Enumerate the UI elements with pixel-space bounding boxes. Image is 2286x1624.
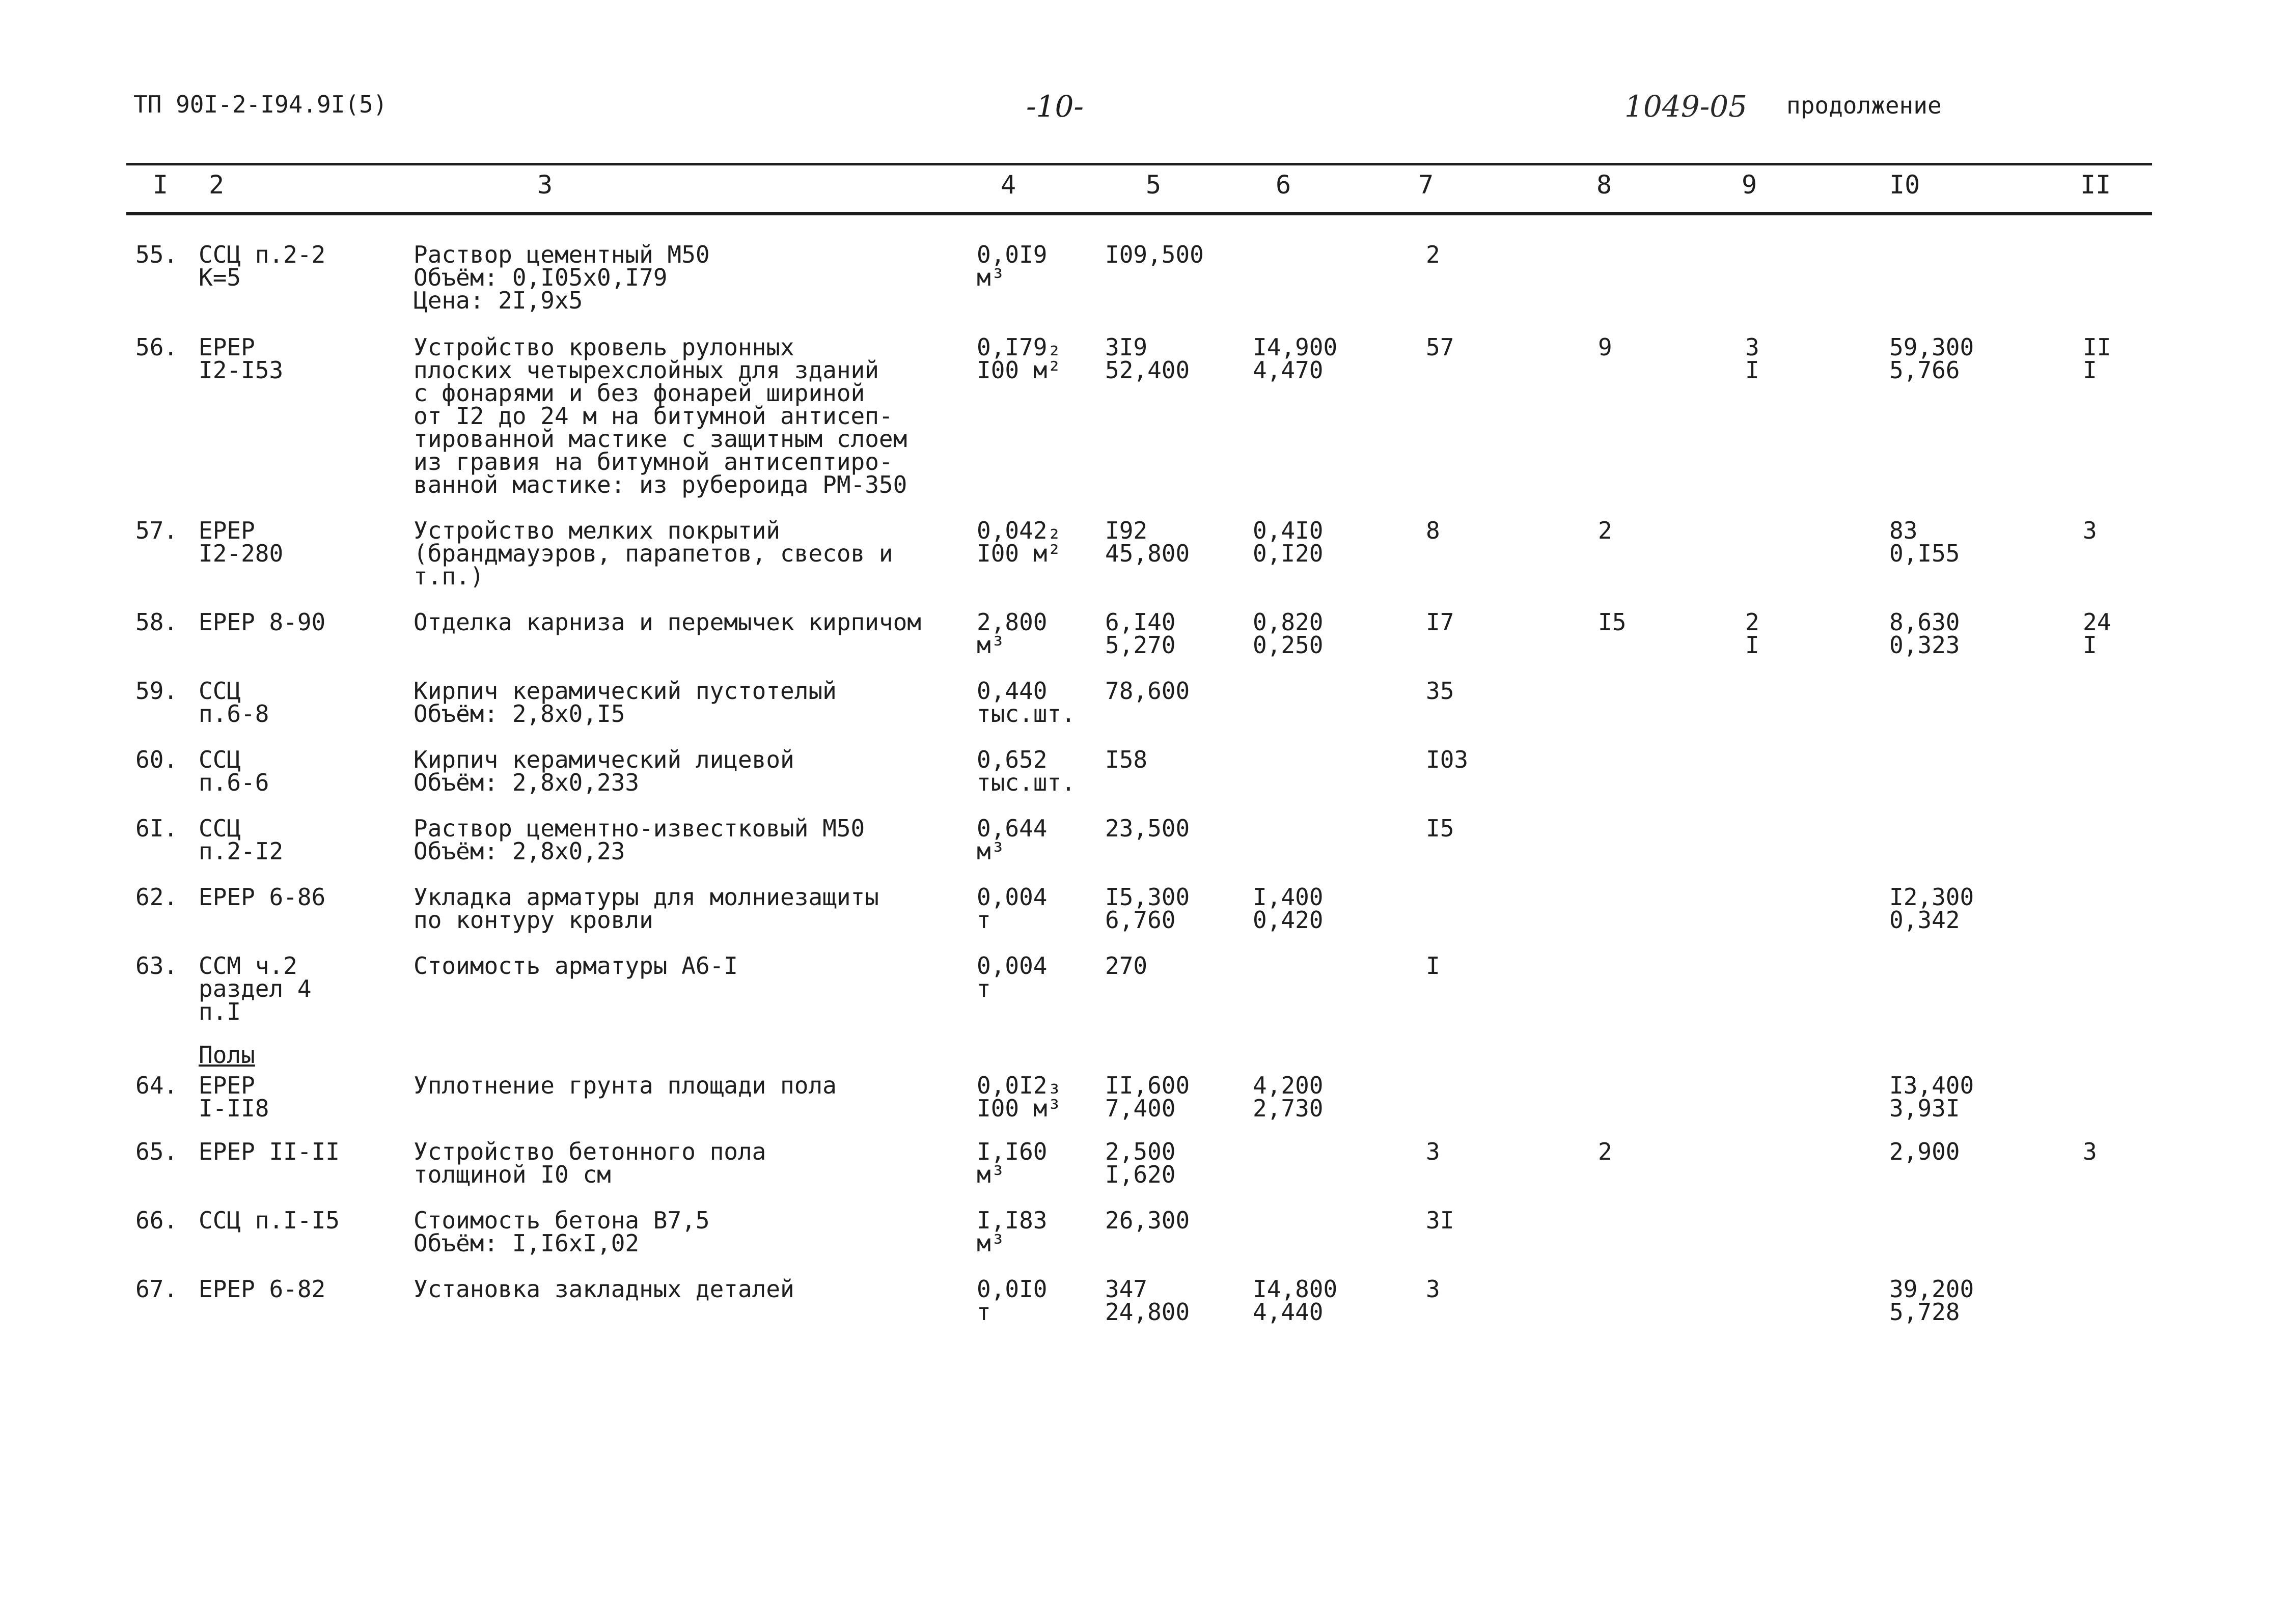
row-col7-value-line: 57 [1426, 333, 1454, 361]
row-description-line: т.п.) [414, 563, 484, 590]
row-number-line: 62. [135, 883, 178, 911]
row-col5-value [1105, 677, 1190, 705]
row-col10-value-line: 5,728 [1889, 1298, 1960, 1326]
row-norm-code-line: I2-280 [199, 540, 284, 567]
row-norm-code-line: раздел 4 [199, 975, 312, 1002]
row-col7-value [1426, 817, 1454, 840]
row-norm-code-line: ЕРЕР 8-90 [199, 608, 326, 636]
row-quantity-unit-line: 0,0I0 [977, 1275, 1048, 1303]
row-col7-value [1426, 1140, 1440, 1163]
row-description-line: Стоимость арматуры А6-I [414, 952, 738, 979]
row-col5-value-line: 6,760 [1105, 906, 1176, 934]
row-col7-value-line: 3 [1426, 1275, 1440, 1303]
row-number-line: 60. [135, 746, 178, 773]
row-col7-value [1426, 243, 1440, 266]
row-description [414, 952, 738, 979]
row-description-line: из гравия на битумной антисептиро- [414, 448, 893, 475]
row-description-line: Кирпич керамический пустотелый [414, 677, 837, 705]
row-number-line: 65. [135, 1138, 178, 1165]
row-description-line: Объём: 2,8х0,I5 [414, 700, 625, 727]
row-quantity-unit [977, 333, 1062, 384]
row-description-line: Объём: 2,8х0,23 [414, 837, 625, 865]
section-heading: Полы [199, 1041, 255, 1069]
row-norm-code-line: ССЦ [199, 677, 241, 705]
row-description-line: Устройство кровель рулонных [414, 333, 794, 361]
row-description-line: Цена: 2I,9х5 [414, 287, 583, 314]
row-col6-value-line: I4,800 [1253, 1275, 1338, 1303]
row-col7-value-line: I [1426, 952, 1440, 979]
row-quantity-unit-line: т [977, 1298, 991, 1326]
row-col10-value-line: 59,300 [1889, 333, 1974, 361]
row-quantity-unit-line: м³ [977, 1229, 1005, 1257]
column-header-11: II [2080, 170, 2111, 200]
row-quantity-unit-line: 0,0I2₃ [977, 1072, 1062, 1099]
row-col6-value [1253, 883, 1324, 934]
row-col11-value-line: 3 [2083, 517, 2097, 544]
row-norm-code [199, 333, 284, 384]
row-col10-value [1889, 1140, 1960, 1163]
row-col10-value [1889, 519, 1960, 565]
row-quantity-unit-line: I,I60 [977, 1138, 1048, 1165]
row-col6-value-line: 0,820 [1253, 608, 1324, 636]
row-col6-value [1253, 1074, 1323, 1120]
row-quantity-unit [977, 519, 1061, 565]
column-header-6: 6 [1276, 170, 1291, 200]
row-col5-value-line: 3I9 [1105, 333, 1148, 361]
row-norm-code-line: ЕРЕР II-II [199, 1138, 340, 1165]
row-col5-value-line: 2,500 [1105, 1138, 1176, 1165]
row-description-line: Объём: 0,I05х0,I79 [414, 264, 668, 291]
column-header-4: 4 [1001, 170, 1016, 200]
row-norm-code-line: ССЦ [199, 746, 241, 773]
row-norm-code-line: ССЦ [199, 815, 241, 842]
row-col5-value-line: I09,500 [1105, 241, 1204, 268]
row-col10-value-line: 83 [1889, 517, 1918, 544]
row-quantity-unit-line: м³ [977, 1161, 1005, 1188]
row-col8-value-line: 9 [1598, 333, 1612, 361]
row-norm-code-line: I2-I53 [199, 356, 284, 384]
row-col6-value-line: I,400 [1253, 883, 1324, 911]
row-col5-value-line: 78,600 [1105, 677, 1190, 705]
row-quantity-unit-line: I,I83 [977, 1207, 1048, 1234]
row-col5-value-line: 6,I40 [1105, 608, 1176, 636]
row-col7-value-line: 35 [1426, 677, 1454, 705]
row-number [135, 952, 178, 979]
row-norm-code-line: ЕРЕР [199, 517, 255, 544]
row-description-line: Устройство мелких покрытий [414, 517, 781, 544]
row-number [135, 1140, 178, 1163]
header-bottom-rule [126, 212, 2152, 215]
row-col9-value-line: I [1745, 356, 1759, 384]
row-description [414, 1275, 794, 1303]
row-description-line: Укладка арматуры для молниезащиты [414, 883, 879, 911]
row-col5-value [1105, 608, 1176, 659]
row-col5-value [1105, 519, 1190, 565]
row-col11-value-line: 3 [2083, 1138, 2097, 1165]
row-number [135, 748, 178, 771]
row-quantity-unit-line: I00 м² [977, 356, 1062, 384]
row-col5-value-line: I92 [1105, 517, 1148, 544]
row-col7-value-line: 8 [1426, 517, 1440, 544]
row-norm-code-line: ЕРЕР [199, 1072, 255, 1099]
row-description [414, 677, 837, 727]
row-col6-value [1253, 333, 1338, 384]
row-quantity-unit-line: 0,652 [977, 746, 1048, 773]
row-col8-value [1598, 333, 1612, 361]
row-norm-code-line: ССМ ч.2 [199, 952, 297, 979]
row-quantity-unit-line: 0,042₂ [977, 517, 1062, 544]
row-col10-value-line: 3,93I [1889, 1095, 1960, 1122]
row-description-line: ванной мастике: из рубероида РМ-350 [414, 471, 907, 498]
row-quantity-unit-line: 0,440 [977, 677, 1048, 705]
row-quantity-unit-line: I00 м³ [977, 1095, 1062, 1122]
row-col8-value [1598, 608, 1627, 636]
row-col5-value [1105, 1275, 1190, 1326]
row-col6-value-line: 0,4I0 [1253, 517, 1324, 544]
row-col5-value-line: 26,300 [1105, 1207, 1190, 1234]
row-quantity-unit-line: м³ [977, 264, 1005, 291]
row-description-line: Кирпич керамический лицевой [414, 746, 794, 773]
row-col6-value-line: 4,200 [1253, 1072, 1324, 1099]
row-col10-value-line: 0,342 [1889, 906, 1960, 934]
row-norm-code-line: п.I [199, 998, 241, 1025]
row-col11-value [2083, 519, 2097, 542]
row-col5-value-line: I58 [1105, 746, 1148, 773]
row-norm-code-line: ЕРЕР 6-86 [199, 883, 326, 911]
row-number [135, 608, 178, 636]
row-quantity-unit-line: 0,I79₂ [977, 333, 1062, 361]
row-norm-code-line: I-II8 [199, 1095, 269, 1122]
row-col7-value-line: I5 [1426, 815, 1454, 842]
row-norm-code [199, 1140, 340, 1163]
row-norm-code [199, 243, 325, 289]
row-col10-value-line: 0,I55 [1889, 540, 1960, 567]
row-quantity-unit-line: м³ [977, 631, 1005, 659]
row-col5-value-line: I5,300 [1105, 883, 1190, 911]
row-quantity-unit-line: 0,004 [977, 952, 1048, 979]
row-norm-code [199, 1209, 340, 1232]
row-description-line: Раствор цементно-известковый М50 [414, 815, 865, 842]
header-top-rule [126, 163, 2152, 165]
row-description [414, 519, 893, 588]
row-description [414, 243, 710, 312]
row-col11-value-line: I [2083, 356, 2097, 384]
row-col10-value [1889, 883, 1974, 934]
row-col5-value [1105, 817, 1190, 840]
row-quantity-unit [977, 1209, 1047, 1255]
row-col10-value-line: 8,630 [1889, 608, 1960, 636]
row-norm-code-line: ЕРЕР [199, 333, 255, 361]
row-col5-value-line: 7,400 [1105, 1095, 1176, 1122]
column-header-10: I0 [1889, 170, 1920, 200]
row-number-line: 58. [135, 608, 178, 636]
row-description-line: Объём: 2,8х0,233 [414, 769, 640, 796]
row-col8-value-line: 2 [1598, 517, 1612, 544]
row-description-line: тированной мастике с защитным слоем [414, 425, 907, 453]
row-col10-value-line: 0,323 [1889, 631, 1960, 659]
row-col5-value [1105, 952, 1148, 979]
row-quantity-unit [977, 748, 1076, 794]
row-quantity-unit [977, 608, 1048, 659]
row-col7-value [1426, 677, 1454, 705]
row-col6-value [1253, 608, 1324, 659]
row-description-line: Раствор цементный М50 [414, 241, 710, 268]
row-col5-value-line: 24,800 [1105, 1298, 1190, 1326]
row-quantity-unit [977, 1074, 1061, 1120]
row-norm-code [199, 817, 283, 863]
row-description-line: Установка закладных деталей [414, 1275, 794, 1303]
row-number [135, 1275, 178, 1303]
row-number-line: 63. [135, 952, 178, 979]
row-col6-value-line: 4,440 [1253, 1298, 1324, 1326]
row-col7-value [1426, 333, 1454, 361]
row-col5-value [1105, 333, 1190, 384]
row-norm-code [199, 519, 283, 565]
row-number [135, 243, 178, 266]
page-number: -10- [1026, 89, 1084, 124]
document-code: ТП 90I-2-I94.9I(5) [133, 91, 388, 118]
row-col5-value [1105, 1140, 1175, 1186]
row-quantity-unit-line: тыс.шт. [977, 700, 1076, 727]
row-col7-value-line: 2 [1426, 241, 1440, 268]
row-quantity-unit-line: 0,644 [977, 815, 1048, 842]
row-col10-value-line: I3,400 [1889, 1072, 1974, 1099]
row-number-line: 57. [135, 517, 178, 544]
row-col8-value-line: I5 [1598, 608, 1627, 636]
row-col8-value-line: 2 [1598, 1138, 1612, 1165]
row-col10-value-line: 39,200 [1889, 1275, 1974, 1303]
row-number [135, 1209, 178, 1232]
row-col7-value [1426, 1209, 1454, 1232]
row-norm-code [199, 608, 326, 636]
row-quantity-unit [977, 883, 1048, 934]
row-col5-value [1105, 243, 1204, 266]
row-col11-value-line: 24 [2083, 608, 2111, 636]
row-quantity-unit-line: тыс.шт. [977, 769, 1076, 796]
row-norm-code-line: К=5 [199, 264, 241, 291]
row-col11-value [2083, 608, 2111, 659]
row-col6-value-line: I4,900 [1253, 333, 1338, 361]
row-col10-value-line: I2,300 [1889, 883, 1974, 911]
row-col5-value-line: 270 [1105, 952, 1148, 979]
row-col5-value-line: II,600 [1105, 1072, 1190, 1099]
row-quantity-unit [977, 677, 1076, 727]
column-header-2: 2 [209, 170, 225, 200]
row-col6-value [1253, 1275, 1338, 1326]
row-quantity-unit-line: 2,800 [977, 608, 1048, 636]
handwritten-code: 1049-05 [1624, 89, 1748, 124]
row-col5-value-line: 23,500 [1105, 815, 1190, 842]
row-description-line: Устройство бетонного пола [414, 1138, 766, 1165]
row-col6-value-line: 0,250 [1253, 631, 1324, 659]
row-number-line: 66. [135, 1207, 178, 1234]
row-col5-value [1105, 1074, 1190, 1120]
row-norm-code [199, 1074, 269, 1120]
column-header-1: I [153, 170, 169, 200]
row-description [414, 748, 794, 794]
row-col10-value [1889, 1074, 1974, 1120]
row-col6-value-line: 0,I20 [1253, 540, 1324, 567]
row-quantity-unit-line: т [977, 975, 991, 1002]
row-col8-value [1598, 1140, 1612, 1163]
row-number [135, 333, 178, 361]
row-number [135, 519, 178, 542]
row-description-line: с фонарями и без фонарей шириной [414, 379, 865, 407]
row-description-line: по контуру кровли [414, 906, 653, 934]
row-col11-value [2083, 333, 2111, 384]
row-description [414, 817, 865, 863]
row-description-line: Отделка карниза и перемычек кирпичом [414, 608, 921, 636]
row-description-line: (брандмауэров, парапетов, свесов и [414, 540, 893, 567]
row-col7-value [1426, 608, 1454, 636]
row-col7-value [1426, 519, 1440, 542]
row-description [414, 1074, 837, 1097]
row-description [414, 883, 879, 934]
row-col6-value-line: 0,420 [1253, 906, 1324, 934]
row-number [135, 677, 178, 705]
row-description-line: от I2 до 24 м на битумной антисеп- [414, 402, 893, 430]
row-col10-value [1889, 608, 1960, 659]
column-header-9: 9 [1742, 170, 1757, 200]
row-quantity-unit [977, 1140, 1047, 1186]
row-col6-value [1253, 519, 1323, 565]
row-number-line: 56. [135, 333, 178, 361]
row-number-line: 59. [135, 677, 178, 705]
row-description-line: Стоимость бетона В7,5 [414, 1207, 710, 1234]
row-number-line: 64. [135, 1072, 178, 1099]
row-quantity-unit [977, 817, 1047, 863]
row-col10-value-line: 2,900 [1889, 1138, 1960, 1165]
row-number [135, 1074, 178, 1097]
row-number-line: 55. [135, 241, 178, 268]
row-col5-value [1105, 748, 1147, 771]
row-col11-value [2083, 1140, 2097, 1163]
row-norm-code-line: ССЦ п.2-2 [199, 241, 326, 268]
row-norm-code-line: п.2-I2 [199, 837, 284, 865]
row-col9-value [1745, 333, 1759, 384]
row-norm-code-line: п.6-8 [199, 700, 269, 727]
row-col9-value-line: 2 [1745, 608, 1759, 636]
column-header-3: 3 [537, 170, 553, 200]
row-col7-value-line: 3 [1426, 1138, 1440, 1165]
row-col7-value-line: 3I [1426, 1207, 1454, 1234]
row-number [135, 883, 178, 911]
row-col5-value-line: 5,270 [1105, 631, 1176, 659]
row-col9-value [1745, 608, 1759, 659]
row-description [414, 1140, 766, 1186]
row-col9-value-line: 3 [1745, 333, 1759, 361]
row-quantity-unit-line: 0,0I9 [977, 241, 1048, 268]
row-norm-code-line: ССЦ п.I-I5 [199, 1207, 340, 1234]
row-norm-code [199, 748, 269, 794]
row-quantity-unit [977, 952, 1048, 1002]
row-quantity-unit [977, 243, 1047, 289]
row-norm-code-line: п.6-6 [199, 769, 269, 796]
row-number-line: 6I. [135, 815, 178, 842]
row-col10-value-line: 5,766 [1889, 356, 1960, 384]
row-description-line: Уплотнение грунта площади пола [414, 1072, 837, 1099]
row-quantity-unit-line: т [977, 906, 991, 934]
row-description-line: толщиной I0 см [414, 1161, 611, 1188]
column-header-7: 7 [1418, 170, 1434, 200]
row-description-line: Объём: I,I6хI,02 [414, 1229, 640, 1257]
column-header-8: 8 [1596, 170, 1612, 200]
row-norm-code [199, 1275, 326, 1303]
continuation-label: продолжение [1786, 92, 1942, 119]
row-number-line: 67. [135, 1275, 178, 1303]
row-col7-value [1426, 748, 1468, 771]
row-col10-value [1889, 1275, 1974, 1326]
row-number [135, 817, 178, 840]
row-quantity-unit-line: 0,004 [977, 883, 1048, 911]
row-col6-value-line: 4,470 [1253, 356, 1324, 384]
row-norm-code [199, 677, 269, 727]
row-col5-value [1105, 1209, 1190, 1232]
row-description [414, 333, 907, 498]
row-col7-value-line: I7 [1426, 608, 1454, 636]
row-col5-value-line: 52,400 [1105, 356, 1190, 384]
row-col5-value-line: 347 [1105, 1275, 1148, 1303]
row-col7-value [1426, 1275, 1440, 1303]
row-norm-code-line: ЕРЕР 6-82 [199, 1275, 326, 1303]
row-quantity-unit-line: I00 м² [977, 540, 1062, 567]
row-col5-value [1105, 883, 1190, 934]
row-description-line: плоских четырехслойных для зданий [414, 356, 879, 384]
row-norm-code [199, 952, 312, 1025]
row-norm-code [199, 883, 326, 911]
row-description [414, 1209, 710, 1255]
row-col7-value-line: I03 [1426, 746, 1469, 773]
row-description [414, 608, 921, 636]
row-col6-value-line: 2,730 [1253, 1095, 1324, 1122]
row-col8-value [1598, 519, 1612, 542]
row-col7-value [1426, 952, 1440, 979]
row-col11-value-line: I [2083, 631, 2097, 659]
row-quantity-unit [977, 1275, 1048, 1326]
column-header-5: 5 [1146, 170, 1162, 200]
row-col10-value [1889, 333, 1974, 384]
row-col9-value-line: I [1745, 631, 1759, 659]
row-quantity-unit-line: м³ [977, 837, 1005, 865]
row-col5-value-line: I,620 [1105, 1161, 1176, 1188]
row-col11-value-line: II [2083, 333, 2111, 361]
row-col5-value-line: 45,800 [1105, 540, 1190, 567]
